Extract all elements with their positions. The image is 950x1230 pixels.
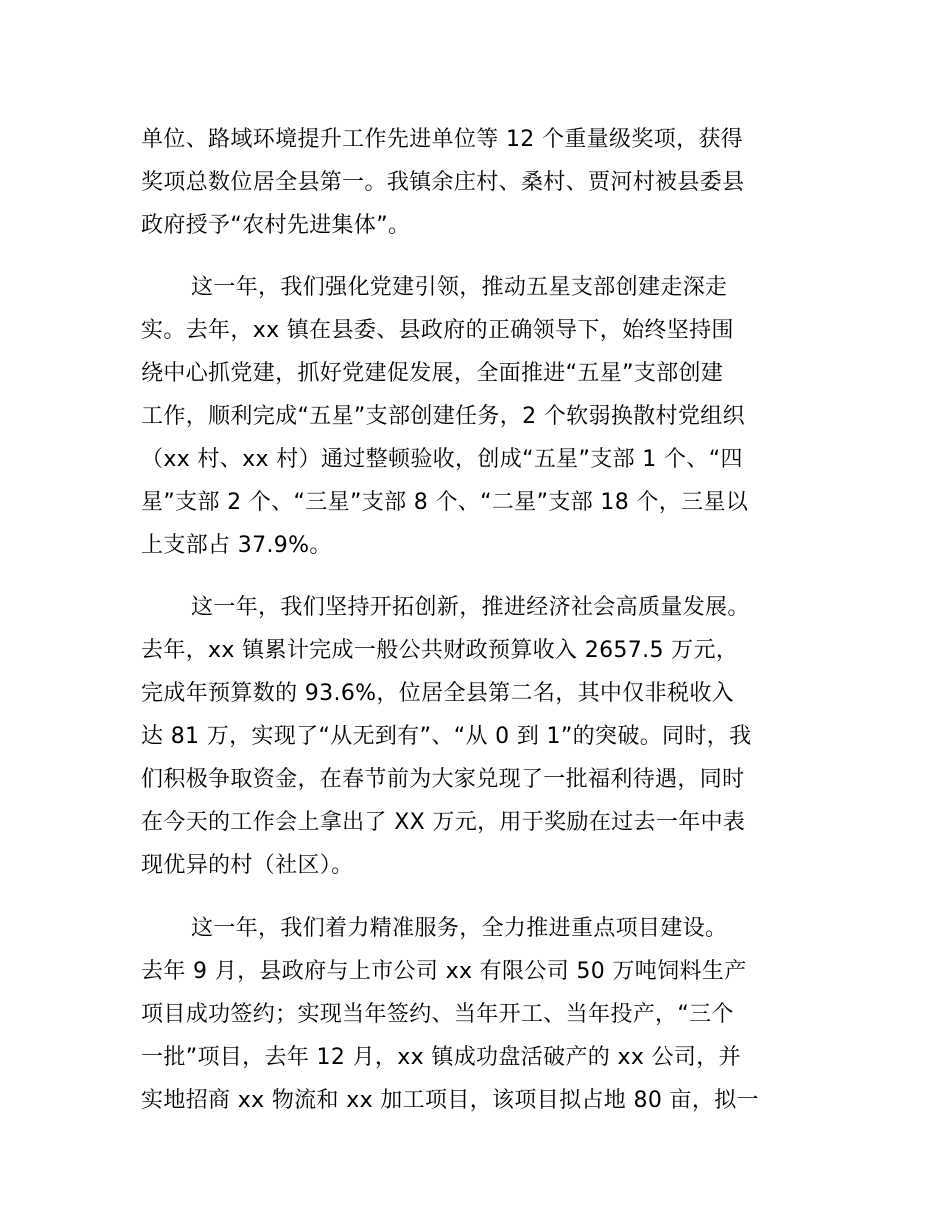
text-line: 绕中心抓党建，抓好党建促发展，全面推进“五星”支部创建 [141,361,724,386]
text-line: 在今天的工作会上拿出了 XX 万元，用于奖励在过去一年中表 [141,810,746,835]
paragraph-economy [141,586,821,887]
text-line: 工作，顺利完成“五星”支部创建任务，2 个软弱换散村党组织 [141,404,745,429]
text-line: 去年，xx 镇累计完成一般公共财政预算收入 2657.5 万元， [141,638,739,663]
text-line: （xx 村、xx 村）通过整顿验收，创成“五星”支部 1 个、“四 [141,447,743,472]
text-line: 这一年，我们着力精准服务，全力推进重点项目建设。 [191,916,728,941]
text-line: 去年 9 月，县政府与上市公司 xx 有限公司 50 万吨饲料生产 [141,959,747,984]
text-line: 项目成功签约；实现当年签约、当年开工、当年投产，“三个 [141,1002,734,1027]
text-line: 完成年预算数的 93.6%，位居全县第二名，其中仅非税收入 [141,681,735,706]
paragraph-projects [141,907,821,1122]
text-line: 上支部占 37.9%。 [141,533,332,558]
text-line: 现优异的村（社区）。 [141,853,354,878]
text-line: 达 81 万，实现了“从无到有”、“从 0 到 1”的突破。同时，我 [141,724,752,749]
paragraph-party-building [141,266,821,567]
text-line: 们积极争取资金，在春节前为大家兑现了一批福利待遇，同时 [141,767,745,792]
text-line: 这一年，我们强化党建引领，推动五星支部创建走深走 [191,275,728,300]
paragraph-awards [141,118,821,247]
text-line: 一批”项目，去年 12 月，xx 镇成功盘活破产的 xx 公司，并 [141,1045,741,1070]
text-line: 星”支部 2 个、“三星”支部 8 个、“二星”支部 18 个，三星以 [141,490,749,515]
text-line: 政府授予“农村先进集体”。 [141,213,411,238]
text-line: 奖项总数位居全县第一。我镇余庄村、桑村、贾河村被县委县 [141,170,745,195]
text-line: 实地招商 xx 物流和 xx 加工项目，该项目拟占地 80 亩，拟一 [141,1088,759,1113]
text-line: 这一年，我们坚持开拓创新，推进经济社会高质量发展。 [191,595,750,620]
text-line: 实。去年，xx 镇在县委、县政府的正确领导下，始终坚持围 [141,318,734,343]
text-line: 单位、路域环境提升工作先进单位等 12 个重量级奖项，获得 [141,127,744,152]
